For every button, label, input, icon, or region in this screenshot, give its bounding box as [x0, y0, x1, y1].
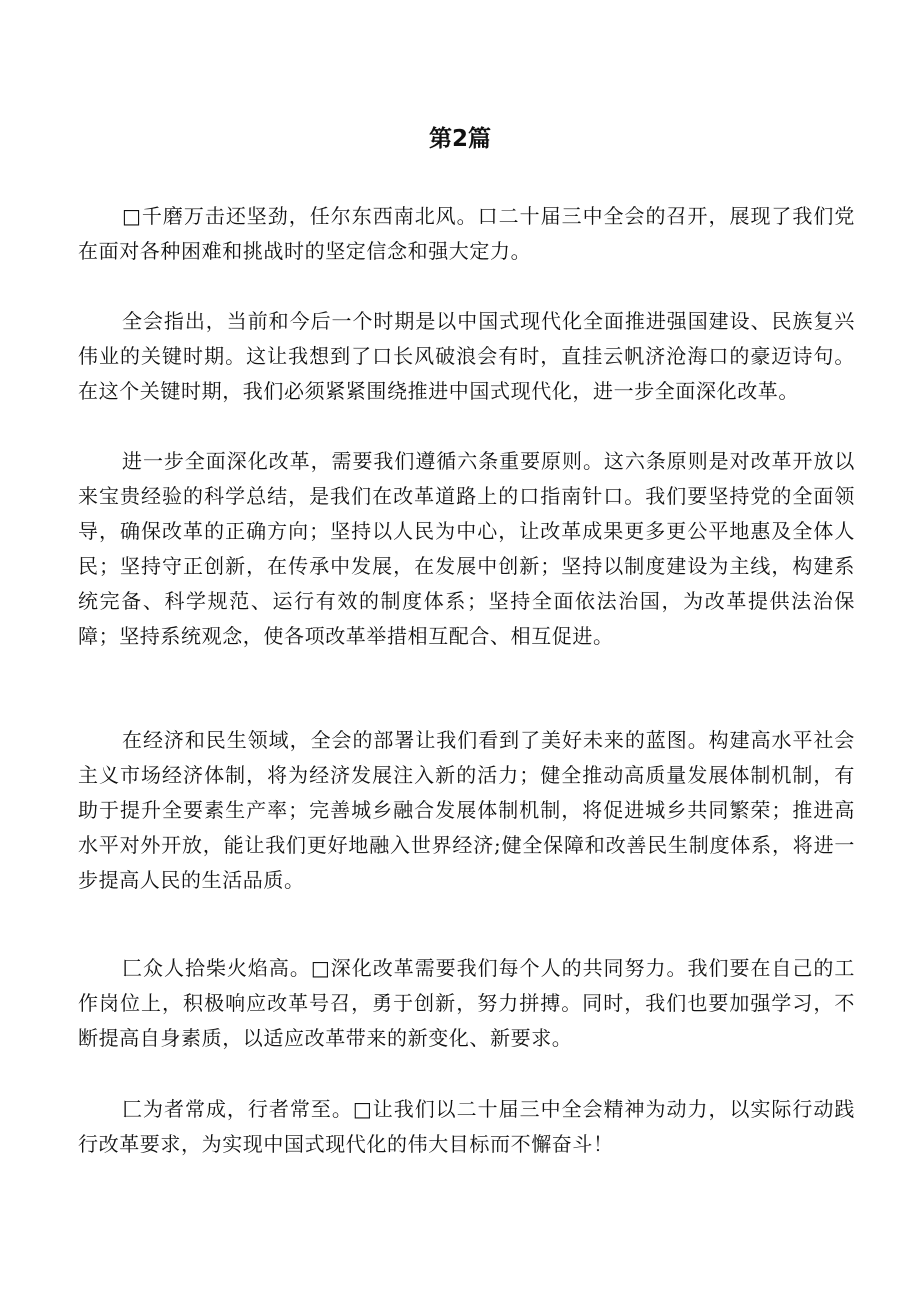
paragraph-4: 在经济和民生领域，全会的部署让我们看到了美好未来的蓝图。构建高水平社会主义市场经济体制，将为经济发展注入新的活力；健全推动高质量发展体制机制，有助于提升全要素生产率；完善城乡融合发展体制机制，将促进城乡共同繁荣；推进高水平对外开放，能让我们更好地融入世界经济;健全保障和改善民生制度体系，将进一步提高人民的生活品质。: [78, 728, 855, 892]
paragraph-1: □千磨万击还坚劲，任尔东西南北风。口二十届三中全会的召开，展现了我们党在面对各种困难和挑战时的坚定信念和强大定力。: [78, 204, 855, 263]
paragraph-2: 全会指出，当前和今后一个时期是以中国式现代化全面推进强国建设、民族复兴伟业的关键时期。这让我想到了口长风破浪会有时，直挂云帆济沧海口的豪迈诗句。在这个关键时期，我们必须紧紧围绕推进中国式现代化，进一步全面深化改革。: [78, 309, 855, 403]
paragraph-3: 进一步全面深化改革，需要我们遵循六条重要原则。这六条原则是对改革开放以来宝贵经验的科学总结，是我们在改革道路上的口指南针口。我们要坚持党的全面领导，确保改革的正确方向；坚持以人民为中心，让改革成果更多更公平地惠及全体人民；坚持守正创新，在传承中发展，在发展中创新；坚持以制度建设为主线，构建系统完备、科学规范、运行有效的制度体系；坚持全面依法治国，为改革提供法治保障；坚持系统观念，使各项改革举措相互配合、相互促进。: [78, 449, 855, 648]
document-title: 第2篇: [428, 126, 491, 152]
paragraph-6: 匚为者常成，行者常至。□让我们以二十届三中全会精神为动力，以实际行动践行改革要求，为实现中国式现代化的伟大目标而不懈奋斗！: [78, 1097, 855, 1156]
paragraph-5: 匚众人拾柴火焰高。□深化改革需要我们每个人的共同努力。我们要在自己的工作岗位上，积极响应改革号召，勇于创新，努力拼搏。同时，我们也要加强学习，不断提高自身素质，以适应改革带来的新变化、新要求。: [78, 956, 855, 1050]
